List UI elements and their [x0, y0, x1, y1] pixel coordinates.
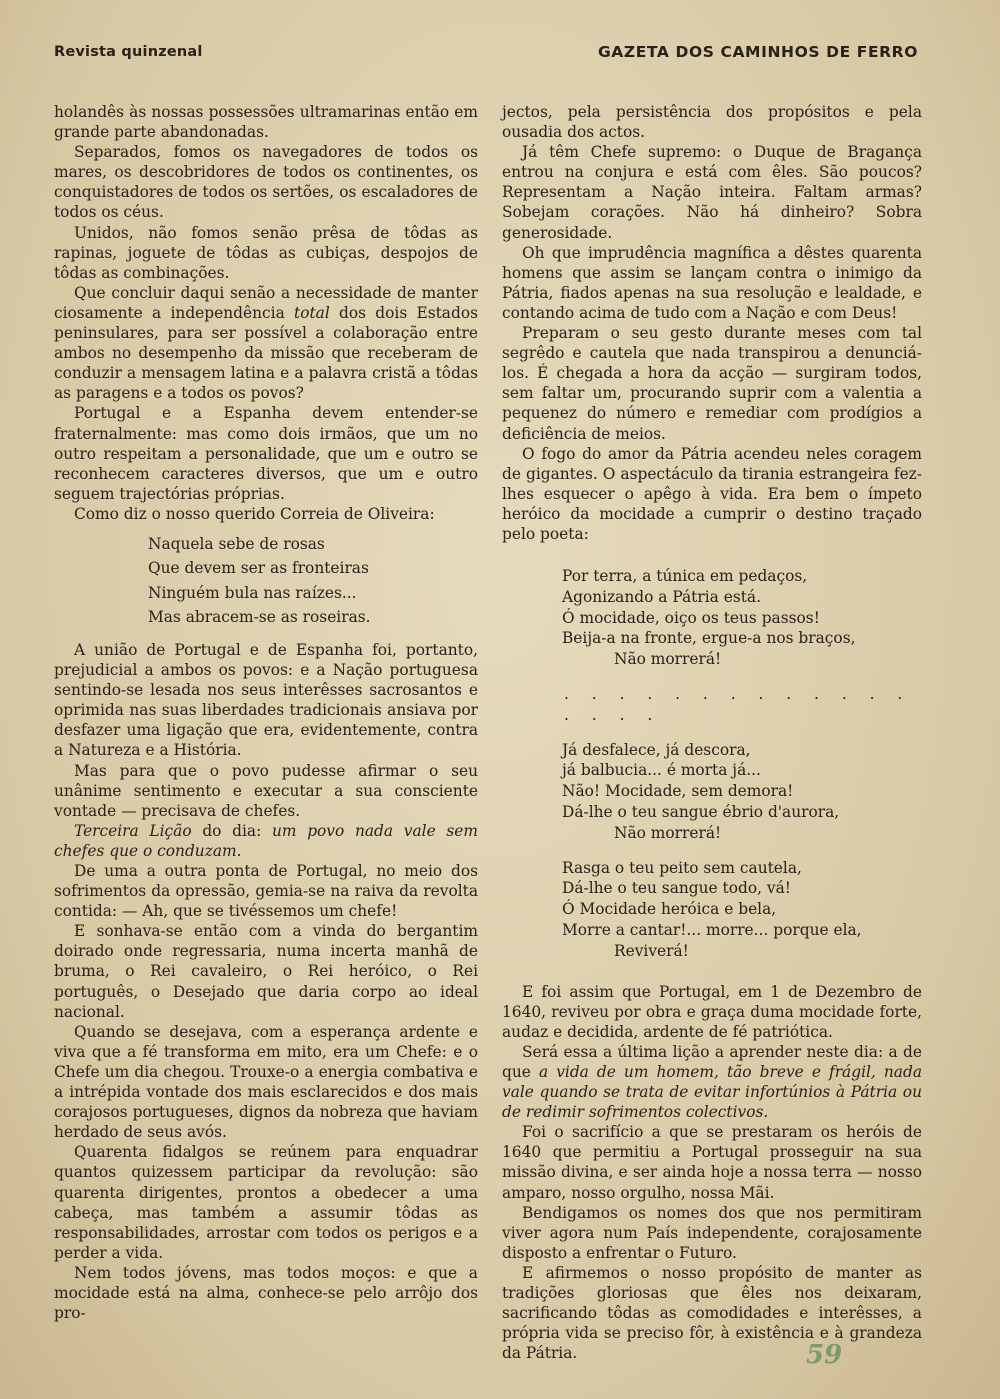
paragraph: Foi o sacrifício a que se prestaram os heróis de 1640 que permitiu a Portugal prosseguir na sua missão divina, e ser ainda hoje a nossa terra — nosso amparo, nosso orgulho, nossa Mãi.	[502, 1123, 922, 1202]
paragraph	[502, 1042, 922, 1122]
verse-line: Ninguém bula nas raízes...	[148, 583, 357, 602]
paragraph: Preparam o seu gesto durante meses com tal segrêdo e cautela que nada transpirou a denunciá-los. É chegada a hora da acção — surgiram todos, sem faltar um, procurando suprir com a valentia a pequenez do número e remediar com prodígios a deficiência de meios.	[502, 324, 922, 443]
paragraph: E afirmemos o nosso propósito de manter as tradições gloriosas que êles nos deixaram, sacrificando tôdas as comodidades e interêsses, a própria vida se preciso fôr, à existência e à grandeza da Pátria.	[502, 1263, 922, 1363]
paragraph: Separados, fomos os navegadores de todos os mares, os descobridores de todos os continentes, os conquistadores de todos os sertões, os escaladores de todos os céus.	[54, 143, 478, 222]
paragraph: Quando se desejava, com a esperança ardente e viva que a fé transforma em mito, era um Chefe: e o Chefe um dia chegou. Trouxe-o a energia combativa e a intrépida vontade dos mais esclarecidos e dos mais corajosos portugueses, dignos da nobreza que haviam herdado de seus avós.	[54, 1022, 478, 1142]
paragraph: Bendigamos os nomes dos que nos permitiram viver agora num País independente, corajosamente disposto a enfrentar o Futuro.	[502, 1203, 922, 1262]
publication-frequency: Revista quinzenal	[54, 44, 203, 60]
verse-line: Dá-lhe o teu sangue ébrio d'aurora,	[562, 803, 840, 822]
ellipsis-row: . . . . . . . . . . . . . . . . .	[564, 685, 912, 724]
emphasis: um povo nada vale sem chefes que o conduzam.	[54, 821, 478, 860]
paragraph: De uma a outra ponta de Portugal, no meio dos sofrimentos da opressão, gemia-se na raiva da revolta contida: — Ah, que se tivéssemos um chefe!	[54, 862, 478, 921]
verse-line: Ó mocidade, oiço os teus passos!	[562, 608, 820, 627]
text-run: Que concluir daqui senão a necessidade de manter ciosamente a independência	[54, 283, 478, 322]
poem	[502, 566, 922, 962]
paragraph: O fogo do amor da Pátria acendeu neles coragem de gigantes. O aspectáculo da tirania estrangeira fez-lhes esquecer o apêgo à vida. Era bem o ímpeto heróico da mocidade a cumprir o destino traçado pelo poeta:	[502, 444, 922, 543]
stanza-gap	[562, 670, 922, 684]
verse-line: Ó Mocidade heróica e bela,	[562, 900, 777, 919]
paragraph: E sonhava-se então com a vinda do bergantim doirado onde regressaria, numa incerta manhã de bruma, o Rei cavaleiro, o Rei heróico, o Rei português, o Desejado que daria corpo ao ideal nacional.	[54, 922, 478, 1021]
text-run: do dia:	[191, 821, 272, 840]
lesson-paragraph	[54, 821, 478, 861]
stanza-gap	[562, 726, 922, 740]
paragraph: Já têm Chefe supremo: o Duque de Bragança entrou na conjura e está com êles. São poucos? Representam a Nação inteira. Faltam armas? Sobejam corações. Não há dinheiro? Sobra generosidade.	[502, 143, 922, 242]
paragraph: Nem todos jóvens, mas todos moços: e que a mocidade está na alma, conhece-se pelo arrôjo dos pro-	[54, 1263, 478, 1323]
paragraph: Unidos, não fomos senão prêsa de tôdas as rapinas, joguete de tôdas as cubiças, despojos de tôdas as combinações.	[54, 223, 478, 282]
page-header	[0, 0, 1000, 80]
text-run: Será essa a última lição a aprender neste dia: a de que	[502, 1042, 922, 1081]
verse-line: Dá-lhe o teu sangue todo, vá!	[562, 879, 791, 898]
paragraph: A união de Portugal e de Espanha foi, portanto, prejudicial a ambos os povos: e a Nação portuguesa sentindo-se lesada nos seus interêsses sacrosantos e oprimida nas suas liberdades tradicionais ansiava por desfazer uma ligação que era, evidentemente, contra a Natureza e a História.	[54, 640, 478, 760]
poem-quote	[54, 532, 478, 630]
paragraph	[54, 283, 478, 404]
paragraph: Oh que imprudência magnífica a dêstes quarenta homens que assim se lançam contra o inimigo da Pátria, fiados apenas na sua resolução e lealdade, e contando acima de tudo com a Nação e com Deus!	[502, 243, 922, 322]
verse-line: Morre a cantar!... morre... porque ela,	[562, 921, 862, 940]
verse-line: Que devem ser as fronteiras	[148, 559, 369, 578]
verse-line: Naquela sebe de rosas	[148, 534, 325, 553]
verse-line: Beija-a na fronte, ergue-a nos braços,	[562, 629, 856, 648]
verse-line: Já desfalece, já descora,	[562, 740, 751, 759]
paragraph: holandês às nossas possessões ultramarinas então em grande parte abandonadas.	[54, 103, 478, 142]
verse-line: Não! Mocidade, sem demora!	[562, 782, 794, 801]
verse-refrain: Reviverá!	[614, 941, 689, 960]
verse-line: Por terra, a túnica em pedaços,	[562, 567, 808, 586]
publication-title: GAZETA DOS CAMINHOS DE FERRO	[597, 43, 918, 61]
verse-line: Agonizando a Pátria está.	[562, 587, 761, 606]
paragraph: jectos, pela persistência dos propósitos e pela ousadia dos actos.	[502, 103, 922, 142]
stanza-gap	[562, 844, 922, 858]
emphasis: a vida de um homem, tão breve e frágil, nada vale quando se trata de evitar infortúnios à Pátria ou de redimir sofrimentos colectivos.	[502, 1062, 923, 1122]
verse-line: Mas abracem-se as roseiras.	[148, 608, 371, 627]
text-run: dos dois Estados peninsulares, para ser possível a colaboração entre ambos no desempenho da missão que receberam de conduzir a mensagem latina e a palavra cristã a tôdas as paragens e a todos os povos?	[54, 303, 478, 403]
paragraph: Quarenta fidalgos se reúnem para enquadrar quantos quizessem participar da revolução: são quarenta dirigentes, prontos a obedecer a uma cabeça, mas também a assumir tôdas as responsabilidades, arrostar com todos os perigos e a perder a vida.	[54, 1143, 478, 1262]
verse-line: já balbucia... é morta já...	[562, 761, 761, 780]
verse-refrain: Não morrerá!	[614, 823, 722, 842]
spacer	[502, 972, 922, 982]
paragraph: Mas para que o povo pudesse afirmar o seu unânime sentimento e executar a sua consciente vontade — precisava de chefes.	[54, 761, 478, 820]
page-number: 59	[806, 1340, 843, 1370]
left-column	[54, 102, 478, 1323]
paragraph: Portugal e a Espanha devem entender-se fraternalmente: mas como dois irmãos, que um no outro respeitam a personalidade, que um e outro se reconhecem caracteres diversos, que um e outro seguem trajectórias próprias.	[54, 404, 478, 503]
right-column	[502, 102, 922, 1363]
paragraph: E foi assim que Portugal, em 1 de Dezembro de 1640, reviveu por obra e graça duma mocidade forte, audaz e decidida, ardente de fé patriótica.	[502, 982, 922, 1041]
verse-refrain: Não morrerá!	[614, 650, 722, 669]
emphasis: total	[294, 303, 330, 322]
paragraph: Como diz o nosso querido Correia de Oliveira:	[74, 504, 435, 523]
verse-line: Rasga o teu peito sem cautela,	[562, 858, 802, 877]
emphasis: Terceira Lição	[74, 821, 192, 840]
